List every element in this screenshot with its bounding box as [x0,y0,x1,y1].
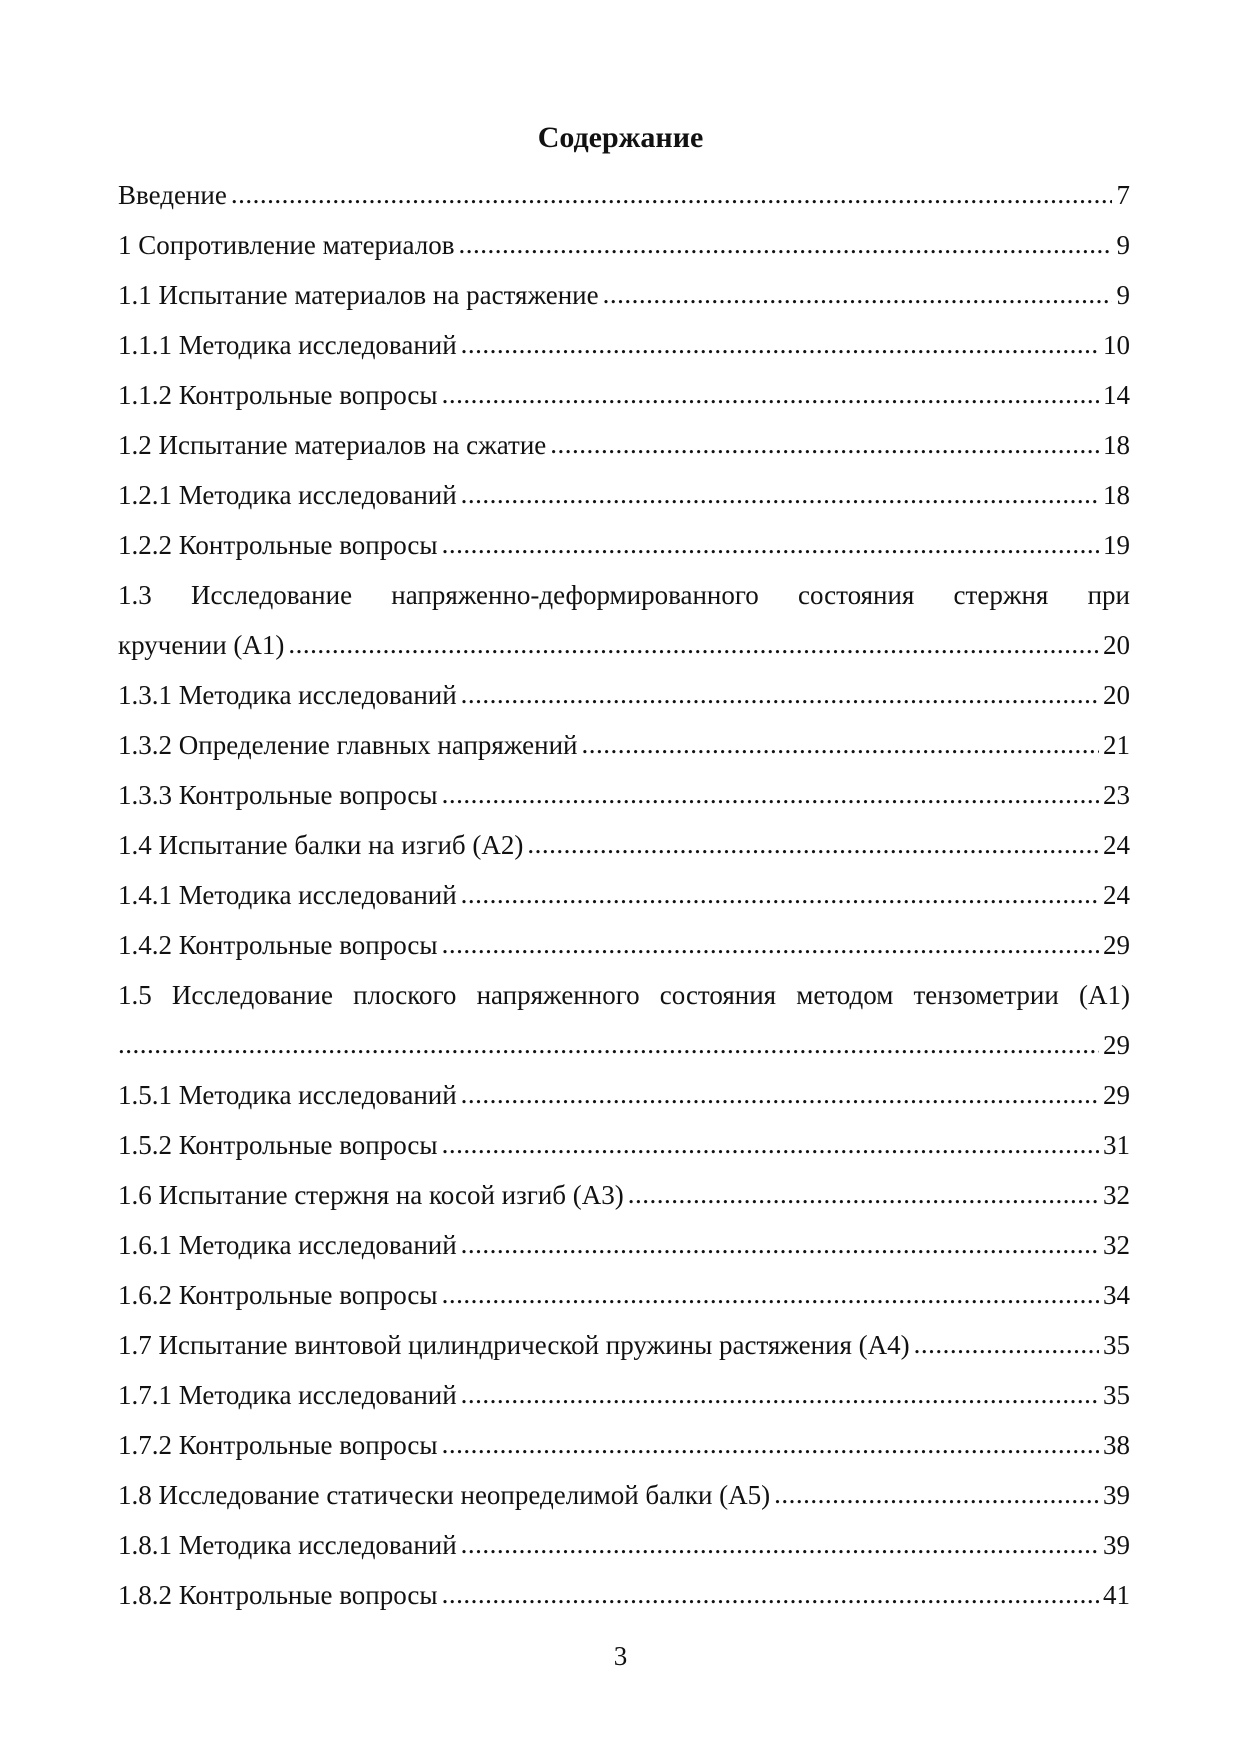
toc-leader-dots [603,269,1112,319]
toc-entry-title: 1.3.3 Контрольные вопросы [118,780,438,810]
toc-entry[interactable] [118,1520,1130,1570]
toc-entry[interactable] [118,370,1130,420]
toc-entry-title: 1.7.2 Контрольные вопросы [118,1430,438,1460]
toc-leader-dots [118,1019,1099,1069]
toc-entry-title: 1.8.2 Контрольные вопросы [118,1580,438,1610]
toc-entry-page: 31 [1103,1130,1130,1160]
table-of-contents [118,170,1130,1620]
toc-entry[interactable] [118,1470,1130,1520]
toc-leader-dots [442,1419,1099,1469]
toc-entry[interactable] [118,1020,1130,1070]
toc-entry-page: 20 [1103,680,1130,710]
toc-entry-word: 1.5 [118,980,152,1010]
toc-entry-title: 1.4.1 Методика исследований [118,880,457,910]
toc-entry-page: 10 [1103,330,1130,360]
toc-leader-dots [442,1269,1099,1319]
toc-entry-title: 1.8.1 Методика исследований [118,1530,457,1560]
toc-entry[interactable] [118,170,1130,220]
toc-entry-page: 38 [1103,1430,1130,1460]
toc-entry-title: 1.7 Испытание винтовой цилиндрической пружины растяжения (А4) [118,1330,910,1360]
toc-entry-page: 7 [1116,180,1130,210]
toc-entry-title: 1.6.1 Методика исследований [118,1230,457,1260]
toc-leader-dots [458,219,1112,269]
toc-entry[interactable] [118,1120,1130,1170]
toc-leader-dots [442,1119,1099,1169]
toc-entry-word: состояния [798,580,915,610]
toc-entry-page: 39 [1103,1530,1130,1560]
toc-entry-page: 9 [1116,230,1130,260]
toc-entry[interactable] [118,1070,1130,1120]
toc-entry-page: 19 [1103,530,1130,560]
toc-entry[interactable] [118,220,1130,270]
toc-entry-page: 32 [1103,1230,1130,1260]
toc-leader-dots [461,469,1099,519]
toc-entry[interactable] [118,320,1130,370]
toc-leader-dots [442,1569,1099,1619]
toc-entry-title: 1.3.2 Определение главных напряжений [118,730,578,760]
toc-entry[interactable] [118,1220,1130,1270]
toc-entry-title: 1 Сопротивление материалов [118,230,455,260]
toc-leader-dots [628,1169,1099,1219]
toc-leader-dots [461,319,1099,369]
toc-entry-word: Исследование [190,580,353,610]
toc-leader-dots [461,1519,1099,1569]
toc-entry-title: 1.6.2 Контрольные вопросы [118,1280,438,1310]
toc-entry-word: тензометрии [913,980,1059,1010]
toc-entry-page: 18 [1103,480,1130,510]
toc-leader-dots [442,369,1099,419]
toc-entry[interactable] [118,470,1130,520]
toc-entry-page: 20 [1103,630,1130,660]
toc-leader-dots [442,769,1099,819]
toc-entry-page: 39 [1103,1480,1130,1510]
toc-entry-page: 21 [1103,730,1130,760]
toc-entry[interactable] [118,1320,1130,1370]
toc-entry-word: Исследование [171,980,333,1010]
toc-leader-dots [461,1069,1099,1119]
toc-entry-title: 1.3.1 Методика исследований [118,680,457,710]
toc-entry[interactable] [118,870,1130,920]
toc-leader-dots [581,719,1099,769]
toc-entry-page: 9 [1116,280,1130,310]
toc-entry-word: при [1087,580,1130,610]
toc-entry-page: 18 [1103,430,1130,460]
toc-entry-title: 1.1.2 Контрольные вопросы [118,380,438,410]
toc-entry-word: напряженного [476,980,640,1010]
toc-entry-title: кручении (А1) [118,630,285,660]
toc-entry-word: (А1) [1078,980,1130,1010]
toc-entry[interactable] [118,1270,1130,1320]
toc-entry[interactable] [118,1370,1130,1420]
toc-leader-dots [231,169,1112,219]
toc-entry-title: 1.6 Испытание стержня на косой изгиб (А3) [118,1180,624,1210]
toc-entry-page: 24 [1103,880,1130,910]
toc-entry-title: 1.8 Исследование статически неопределимой балки (А5) [118,1480,771,1510]
toc-entry[interactable] [118,420,1130,470]
toc-entry-page: 24 [1103,830,1130,860]
toc-leader-dots [461,869,1099,919]
toc-entry-title: Введение [118,180,227,210]
toc-entry-title: 1.5.1 Методика исследований [118,1080,457,1110]
toc-leader-dots [527,819,1099,869]
toc-entry-multiline-start[interactable] [118,570,1130,620]
toc-entry-title: 1.7.1 Методика исследований [118,1380,457,1410]
toc-entry[interactable] [118,270,1130,320]
toc-entry-page: 23 [1103,780,1130,810]
page-title: Содержание [537,121,704,154]
toc-entry-page: 41 [1103,1580,1130,1610]
toc-entry-page: 14 [1103,380,1130,410]
toc-entry-title: 1.4 Испытание балки на изгиб (А2) [118,830,524,860]
toc-leader-dots [442,919,1099,969]
toc-entry-title: 1.1.1 Методика исследований [118,330,457,360]
toc-leader-dots [914,1319,1099,1369]
toc-entry[interactable] [118,820,1130,870]
toc-entry-title: 1.5.2 Контрольные вопросы [118,1130,438,1160]
toc-leader-dots [461,669,1099,719]
toc-entry-word: состояния [659,980,777,1010]
toc-leader-dots [461,1369,1099,1419]
toc-leader-dots [461,1219,1099,1269]
toc-entry[interactable] [118,620,1130,670]
toc-entry-title: 1.1 Испытание материалов на растяжение [118,280,599,310]
toc-entry[interactable] [118,920,1130,970]
toc-entry[interactable] [118,520,1130,570]
toc-entry-title: 1.2 Испытание материалов на сжатие [118,430,547,460]
toc-entry-word: методом [796,980,894,1010]
toc-entry-page: 35 [1103,1330,1130,1360]
toc-entry-word: 1.3 [118,580,152,610]
toc-entry-page: 29 [1103,930,1130,960]
page-number: 3 [613,1641,628,1671]
toc-entry-page: 32 [1103,1180,1130,1210]
toc-entry[interactable] [118,670,1130,720]
toc-entry-page: 29 [1103,1030,1130,1060]
toc-leader-dots [774,1469,1099,1519]
toc-entry-title: 1.2.2 Контрольные вопросы [118,530,438,560]
toc-entry-word: стержня [953,580,1049,610]
toc-entry[interactable] [118,720,1130,770]
toc-entry-page: 34 [1103,1280,1130,1310]
toc-entry-multiline-start[interactable] [118,970,1130,1020]
toc-entry[interactable] [118,1420,1130,1470]
toc-leader-dots [442,519,1099,569]
toc-entry-page: 29 [1103,1080,1130,1110]
toc-leader-dots [288,619,1099,669]
toc-entry[interactable] [118,1170,1130,1220]
toc-entry-word: плоского [353,980,457,1010]
toc-entry[interactable] [118,1570,1130,1620]
toc-entry-title: 1.4.2 Контрольные вопросы [118,930,438,960]
toc-leader-dots [550,419,1099,469]
toc-entry-page: 35 [1103,1380,1130,1410]
toc-entry-word: напряженно-деформированного [391,580,759,610]
toc-entry[interactable] [118,770,1130,820]
toc-entry-title: 1.2.1 Методика исследований [118,480,457,510]
